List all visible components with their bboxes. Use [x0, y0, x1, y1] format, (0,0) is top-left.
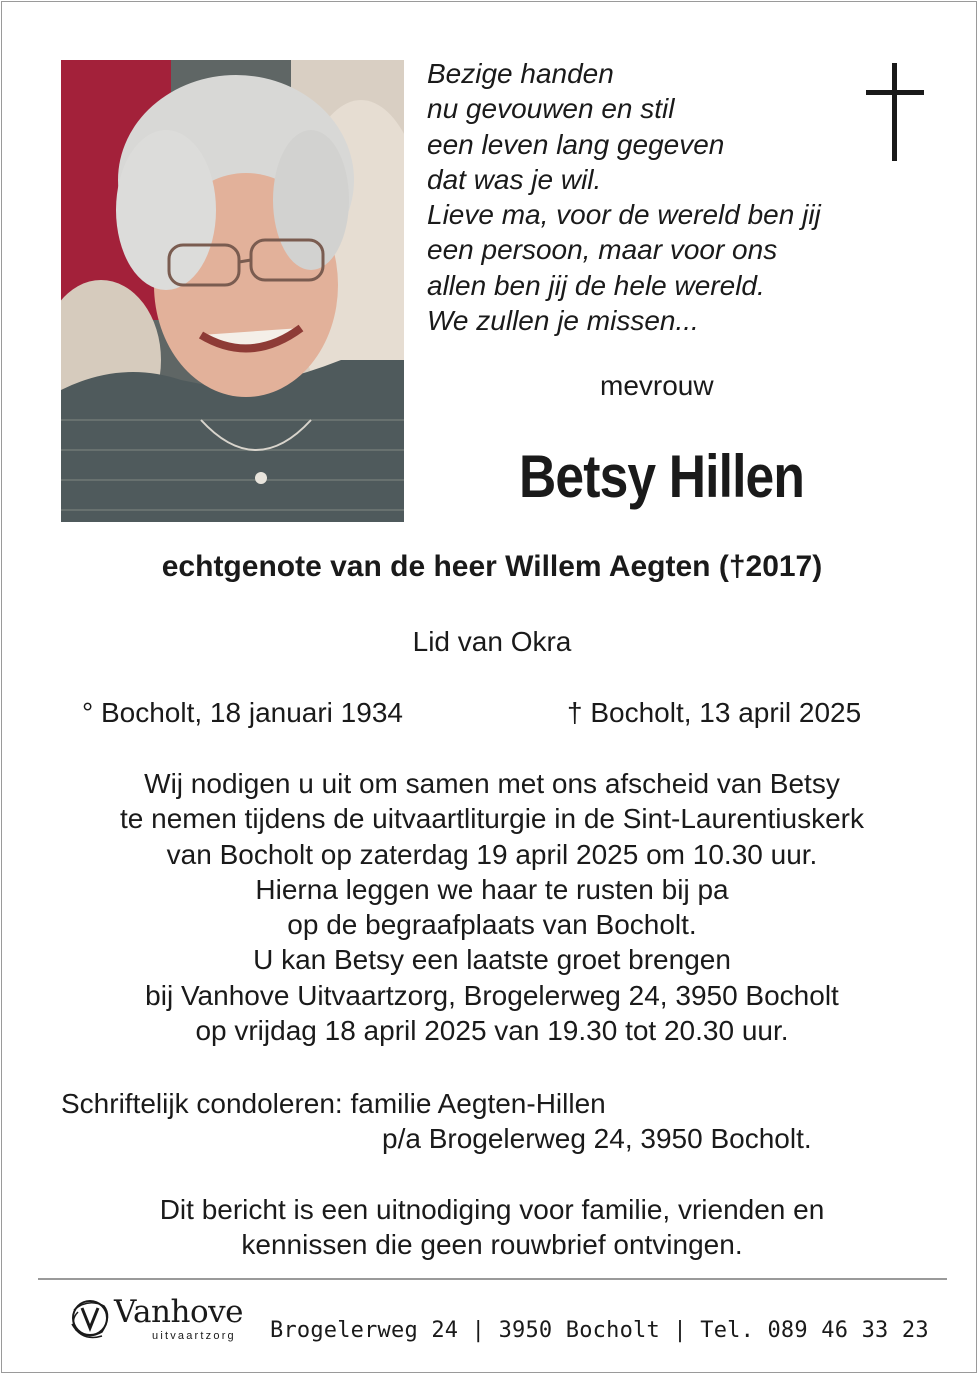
notice-text [2, 1192, 980, 1263]
poem-line: allen ben jij de hele wereld. [427, 269, 765, 301]
funeral-home-contact: Brogelerweg 24 | 3950 Bocholt | Tel. 089 46 33 23 [270, 1318, 929, 1343]
funeral-home-logo [68, 1294, 258, 1350]
invitation-line: te nemen tijdens de uitvaartliturgie in de Sint-Laurentiuskerk [120, 803, 864, 835]
spouse-line: echtgenote van de heer Willem Aegten (†2017) [161, 550, 823, 583]
invitation-line: op vrijdag 18 april 2025 van 19.30 tot 20.30 uur. [195, 1015, 789, 1047]
condolence-line: Schriftelijk condoleren: familie Aegten-Hillen [61, 1088, 606, 1119]
funeral-home-name: Vanhove [114, 1294, 243, 1330]
poem-line: een persoon, maar voor ons [427, 234, 778, 266]
death-line: † Bocholt, 13 april 2025 [567, 697, 862, 728]
obituary-card [1, 1, 977, 1373]
divider [38, 1278, 947, 1280]
poem-line: een leven lang gegeven [427, 128, 725, 160]
poem [427, 56, 867, 338]
invitation-line: U kan Betsy een laatste groet brengen [253, 944, 731, 976]
cross-icon [866, 63, 924, 161]
invitation-line: Wij nodigen u uit om samen met ons afscheid van Betsy [144, 768, 840, 799]
invitation-line: van Bocholt op zaterdag 19 april 2025 om 10.30 uur. [166, 838, 818, 870]
poem-line: Bezige handen [427, 58, 614, 89]
invitation-line: Hierna leggen we haar te rusten bij pa [255, 873, 729, 905]
poem-line: Lieve ma, voor de wereld ben jij [427, 199, 821, 231]
invitation-text [2, 766, 980, 1048]
notice-line: Dit bericht is een uitnodiging voor familie, vrienden en [159, 1194, 825, 1225]
invitation-line: bij Vanhove Uitvaartzorg, Brogelerweg 24, 3950 Bocholt [145, 979, 839, 1011]
poem-line: dat was je wil. [427, 163, 602, 195]
birth-line: ° Bocholt, 18 januari 1934 [82, 697, 403, 728]
notice-line: kennissen die geen rouwbrief ontvingen. [241, 1229, 743, 1261]
funeral-home-subtitle: uitvaartzorg [152, 1330, 236, 1342]
condolence-address: p/a Brogelerweg 24, 3950 Bocholt. [382, 1123, 812, 1154]
poem-line: We zullen je missen... [427, 305, 699, 337]
poem-line: nu gevouwen en stil [427, 93, 675, 125]
deceased-name: Betsy Hillen [519, 443, 805, 510]
salutation: mevrouw [600, 370, 714, 401]
portrait-photo [61, 60, 404, 522]
membership-line: Lid van Okra [412, 626, 572, 657]
invitation-line: op de begraafplaats van Bocholt. [287, 909, 697, 941]
vanhove-logo-icon [68, 1294, 116, 1344]
